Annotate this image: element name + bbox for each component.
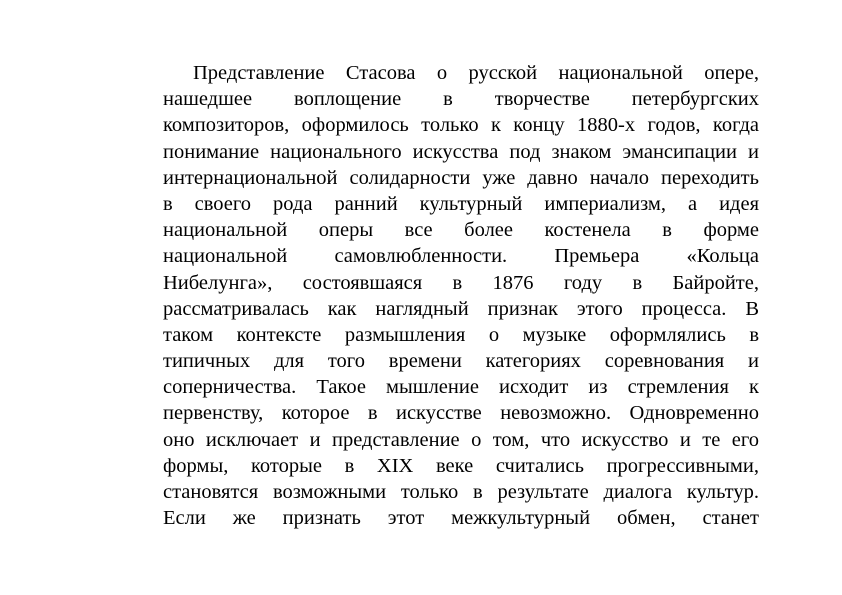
paragraph-line: оно исключает и представление о том, что искусство и те его [163,428,759,451]
paragraph-line: соперничества. Такое мышление исходит из стремления к [163,376,759,399]
paragraph-line: типичных для того времени категориях соревнования и [163,350,759,373]
paragraph-line: в своего рода ранний культурный империализм, а идея [163,192,759,215]
paragraph-line: интернациональной солидарности уже давно начало переходить [163,166,759,189]
paragraph-line: рассматривалась как наглядный признак этого процесса. В [163,297,759,320]
paragraph-line: национальной оперы все более костенела в форме [163,219,759,242]
paragraph-line: композиторов, оформилось только к концу 1880-х годов, когда [163,114,759,137]
paragraph-line: Нибелунга», состоявшаяся в 1876 году в Байройте, [163,271,759,294]
paragraph [163,60,759,531]
paragraph-line: понимание национального искусства под знаком эмансипации и [163,140,759,163]
paragraph-line: формы, которые в XIX веке считались прогрессивными, [163,454,759,477]
paragraph-line: Если же признать этот межкультурный обмен, станет [163,507,759,530]
paragraph-line: становятся возможными только в результате диалога культур. [163,481,759,503]
paragraph-line: первенству, которое в искусстве невозможно. Одновременно [163,402,759,425]
paragraph-line: таком контексте размышления о музыке оформлялись в [163,323,759,346]
paragraph-line: национальной самовлюбленности. Премьера «Кольца [163,245,759,268]
paragraph-line: нашедшее воплощение в творчестве петербургских [163,88,759,111]
paragraph-line: Представление Стасова о русской национальной опере, [193,62,759,84]
